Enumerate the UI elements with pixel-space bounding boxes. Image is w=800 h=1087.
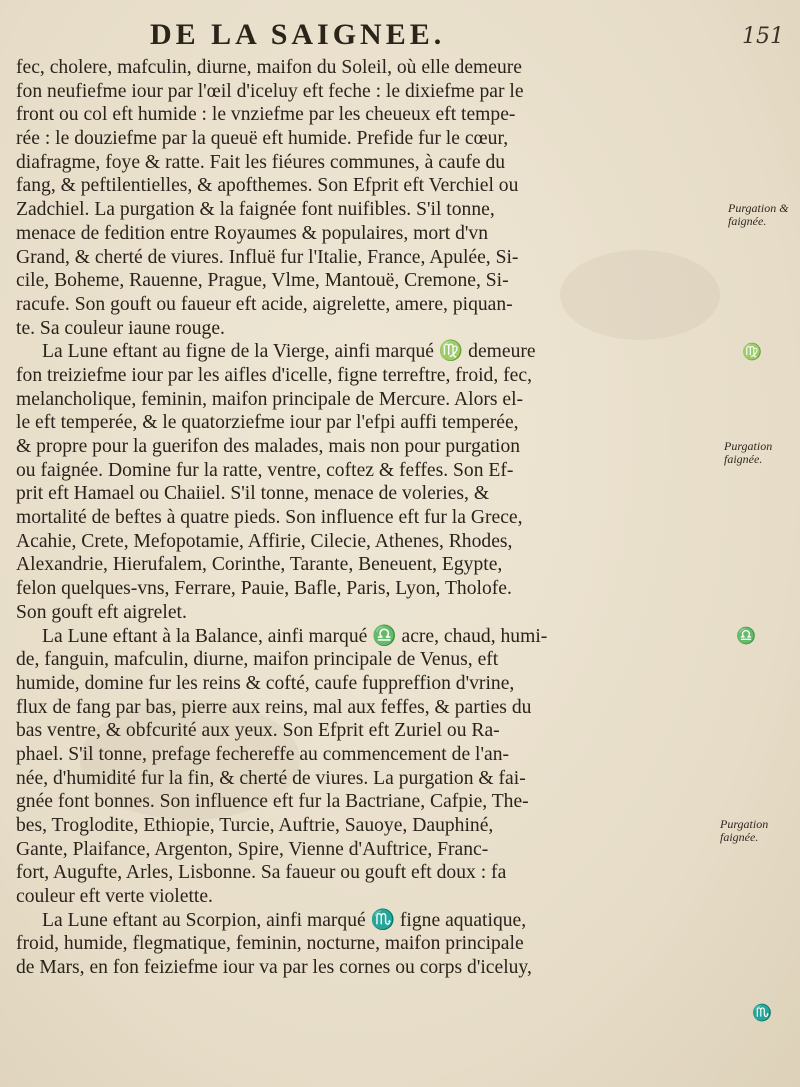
text-line: bas ventre, & obfcurité aux yeux. Son Efprit eft Zuriel ou Ra- <box>16 720 500 742</box>
margin-note-purgation: Purgation faignée. <box>724 439 773 466</box>
text-line: felon quelques-vns, Ferrare, Pauie, Bafle, Paris, Lyon, Tholofe. <box>16 578 512 600</box>
text-line: fon neufiefme iour par l'œil d'iceluy eft feche : le dixiefme par le <box>16 80 524 102</box>
text-line: froid, humide, flegmatique, feminin, nocturne, maifon principale <box>16 933 524 955</box>
text-line: flux de fang par bas, pierre aux reins, mal aux feffes, & parties du <box>16 696 532 718</box>
libra-sign-icon: ♎ <box>736 626 756 645</box>
text-line: mortalité de beftes à quatre pieds. Son influence eft fur la Grece, <box>16 507 523 529</box>
text-line: Acahie, Crete, Mefopotamie, Affirie, Cilecie, Athenes, Rhodes, <box>16 530 513 552</box>
text-line: humide, domine fur les reins & cofté, caufe fuppreffion d'vrine, <box>16 672 515 694</box>
page-number: 151 <box>742 24 784 49</box>
text-line: Gante, Plaifance, Argenton, Spire, Vienne d'Auftrice, Franc- <box>16 838 489 860</box>
text-line: Zadchiel. La purgation & la faignée font nuifibles. S'il tonne, <box>16 199 495 221</box>
text-line: couleur eft verte violette. <box>16 886 213 908</box>
virgo-sign-icon: ♍ <box>742 342 762 361</box>
text-line: front ou col eft humide : le vnziefme par les cheueux eft tempe- <box>16 104 516 126</box>
text-line: le eft temperée, & le quatorziefme iour par l'efpi auffi temperée, <box>16 412 519 434</box>
text-line: bes, Troglodite, Ethiopie, Turcie, Auftrie, Sauoye, Dauphiné, <box>16 815 494 836</box>
margin-note-purgation: Purgation & faignée. <box>728 201 789 228</box>
text-line: melancholique, feminin, maifon principale de Mercure. Alors el- <box>16 388 524 410</box>
margin-note-purgation: Purgation faignée. <box>720 817 769 844</box>
text-line: Grand, & cherté de viures. Influë fur l'Italie, France, Apulée, Si- <box>16 246 519 268</box>
text-line: fang, & peftilentielles, & apofthemes. Son Efprit eft Verchiel ou <box>16 175 519 197</box>
text-line: phael. S'il tonne, prefage fechereffe au commencement de l'an- <box>16 743 510 765</box>
text-line: prit eft Hamael ou Chaiiel. S'il tonne, menace de voleries, & <box>16 483 490 505</box>
text-line: de Mars, en fon feiziefme iour va par les cornes ou corps d'iceluy, <box>16 957 532 979</box>
text-line: menace de fedition entre Royaumes & populaires, mort d'vn <box>16 222 489 244</box>
text-line: de, fanguin, mafculin, diurne, maifon principale de Venus, eft <box>16 649 499 671</box>
main-text <box>16 56 716 980</box>
scorpio-sign-icon: ♏ <box>752 1003 772 1022</box>
text-line: fon treiziefme iour par les aifles d'icelle, figne terreftre, froid, fec, <box>16 364 532 386</box>
text-line: diafragme, foye & ratte. Fait les fiéures communes, à caufe du <box>16 151 506 173</box>
text-line: La Lune eftant à la Balance, ainfi marqué ♎ acre, chaud, humi- <box>42 625 548 647</box>
running-header <box>0 18 800 58</box>
text-line: née, d'humidité fur la fin, & cherté de viures. La purgation & fai- <box>16 767 526 789</box>
text-line: fort, Augufte, Arles, Lisbonne. Sa faueur ou gouft eft doux : fa <box>16 862 507 884</box>
text-line: & propre pour la guerifon des malades, mais non pour purgation <box>16 436 521 457</box>
text-line: La Lune eftant au Scorpion, ainfi marqué ♏ figne aquatique, <box>42 909 527 931</box>
text-line: rée : le douziefme par la queuë eft humide. Prefide fur le cœur, <box>16 128 509 150</box>
text-line: Son gouft eft aigrelet. <box>16 601 187 623</box>
text-line: Alexandrie, Hierufalem, Corinthe, Tarante, Beneuent, Egypte, <box>16 554 503 576</box>
text-line: gnée font bonnes. Son influence eft fur la Bactriane, Cafpie, The- <box>16 791 529 813</box>
text-line: La Lune eftant au figne de la Vierge, ainfi marqué ♍ demeure <box>42 341 536 363</box>
text-line: fec, cholere, mafculin, diurne, maifon du Soleil, où elle demeure <box>16 57 522 78</box>
text-line: ou faignée. Domine fur la ratte, ventre, coftez & feffes. Son Ef- <box>16 459 514 481</box>
text-line: cile, Boheme, Rauenne, Prague, Vlme, Mantouë, Cremone, Si- <box>16 270 509 292</box>
text-line: te. Sa couleur iaune rouge. <box>16 317 225 339</box>
text-line: racufe. Son gouft ou faueur eft acide, aigrelette, amere, piquan- <box>16 293 513 315</box>
running-title: DE LA SAIGNEE. <box>150 18 446 51</box>
